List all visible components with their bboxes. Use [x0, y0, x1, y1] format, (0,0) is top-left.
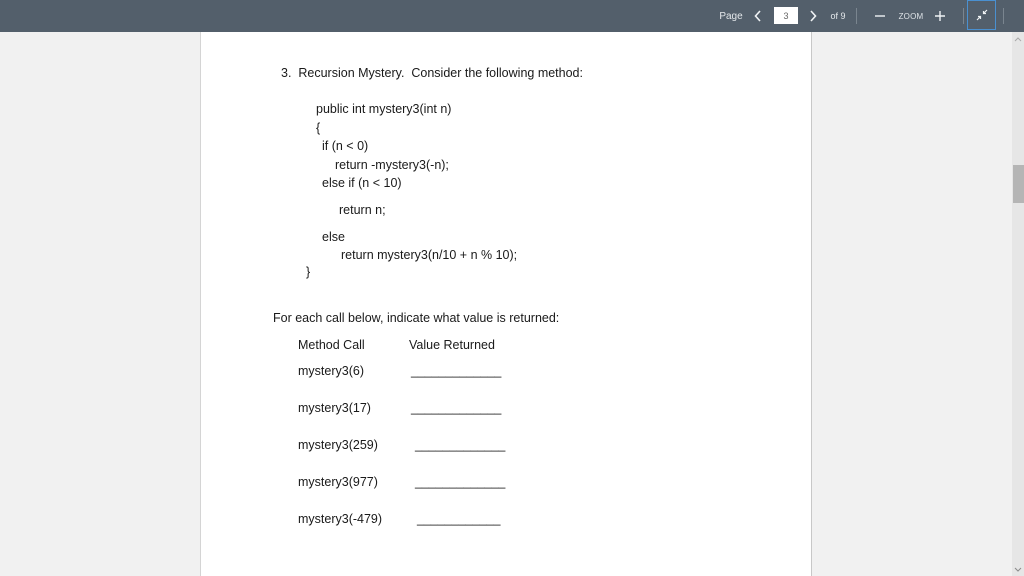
collapse-arrows-icon — [976, 9, 988, 21]
total-pages-label: of 9 — [830, 11, 846, 21]
pdf-toolbar — [0, 0, 1024, 32]
code-line: else — [322, 230, 345, 244]
chevron-down-icon — [1014, 567, 1022, 572]
column-header-method-call: Method Call — [298, 338, 365, 352]
scroll-down-button[interactable] — [1012, 564, 1024, 574]
question-heading: 3. Recursion Mystery. Consider the following method: — [281, 66, 583, 80]
method-call: mystery3(17) — [298, 401, 371, 415]
answer-blank: _____________ — [411, 364, 502, 378]
answer-blank: ____________ — [417, 512, 501, 526]
code-line: public int mystery3(int n) — [316, 102, 452, 116]
answer-blank: _____________ — [415, 438, 506, 452]
toolbar-divider — [1003, 8, 1004, 24]
plus-icon — [934, 10, 946, 22]
vertical-scrollbar[interactable] — [1012, 32, 1024, 576]
page-number-input[interactable] — [774, 7, 798, 24]
next-page-button[interactable] — [805, 0, 821, 32]
answer-blank: _____________ — [411, 401, 502, 415]
page-label: Page — [719, 10, 743, 22]
chevron-left-icon — [754, 10, 762, 22]
chevron-up-icon — [1014, 37, 1022, 42]
instruction-text: For each call below, indicate what value is returned: — [273, 311, 560, 325]
fit-page-button[interactable] — [967, 0, 996, 30]
method-call: mystery3(977) — [298, 475, 378, 489]
method-call: mystery3(-479) — [298, 512, 383, 526]
zoom-in-button[interactable] — [932, 0, 948, 32]
column-header-value-returned: Value Returned — [409, 338, 495, 352]
chevron-right-icon — [809, 10, 817, 22]
toolbar-divider — [963, 8, 964, 24]
zoom-out-button[interactable] — [872, 0, 888, 32]
code-line: if (n < 0) — [322, 139, 369, 153]
code-line: { — [316, 121, 321, 135]
code-line: else if (n < 10) — [322, 176, 402, 190]
answer-blank: _____________ — [415, 475, 506, 489]
code-line: } — [306, 265, 311, 279]
toolbar-divider — [856, 8, 857, 24]
method-call: mystery3(259) — [298, 438, 378, 452]
code-line: return -mystery3(-n); — [335, 158, 449, 172]
zoom-label: ZOOM — [898, 11, 924, 21]
pdf-page — [200, 32, 812, 576]
code-line: return mystery3(n/10 + n % 10); — [341, 248, 518, 262]
scroll-up-button[interactable] — [1012, 34, 1024, 44]
scrollbar-thumb[interactable] — [1013, 165, 1024, 203]
code-line: return n; — [339, 203, 386, 217]
previous-page-button[interactable] — [750, 0, 766, 32]
method-call: mystery3(6) — [298, 364, 364, 378]
document-viewer[interactable] — [0, 32, 1012, 576]
minus-icon — [874, 10, 886, 22]
